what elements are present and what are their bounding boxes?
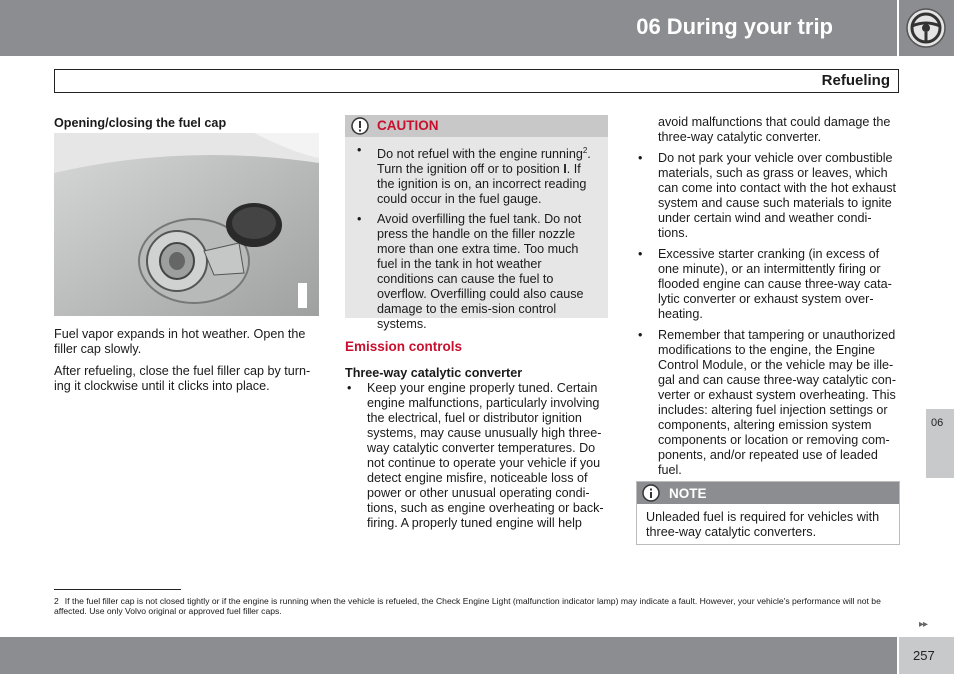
chapter-tab[interactable] bbox=[926, 409, 954, 478]
next-page-arrows-icon: ▸▸ bbox=[919, 619, 928, 630]
converter-list bbox=[345, 381, 610, 531]
refuel-paragraph: After refueling, close the fuel filler cap by turn-ing it clockwise until it clicks into place. bbox=[54, 364, 311, 393]
footnote-text: If the fuel filler cap is not closed tightly or if the engine is running when the vehicle is refueled, the Check Engine Light (malfunction indicator lamp) may indicate a fault. However, your vehicle's performance will not be affected. Use only Volvo original or approved fuel filler caps. bbox=[54, 596, 881, 616]
fuel-cap-photo bbox=[54, 133, 319, 316]
page-number: 257 bbox=[913, 648, 935, 663]
right-column bbox=[636, 115, 900, 483]
steering-wheel-icon bbox=[899, 0, 954, 56]
footnote-rule bbox=[54, 589, 181, 590]
section-header bbox=[54, 69, 899, 93]
right-item-3: • Remember that tampering or unauthorized modifications to the engine, the Engine Control Module, or the vehicle may be ille-gal and can cause three-way catalytic con-verter or exhaust system overheating. This includes: altering fuel injection settings or components, altering emission system components or location or removing com-ponents, and/or repeated use of leaded fuel. bbox=[636, 328, 900, 478]
page-number-box bbox=[899, 637, 954, 674]
fuel-cap-heading: Opening/closing the fuel cap bbox=[54, 116, 227, 130]
chapter-tab-label: 06 bbox=[931, 417, 944, 429]
right-item-1: • Do not park your vehicle over combustible materials, such as grass or leaves, which can come into contact with the hot exhaust system and cause such materials to ignite under certain wind and weather condi-tions. bbox=[636, 151, 900, 241]
right-item-2: • Excessive starter cranking (in excess of one minute), or an intermittently firing or flooded engine can cause three-way cata-lytic converter or exhaust system over-heating. bbox=[636, 247, 900, 322]
caution-header bbox=[345, 115, 608, 137]
emission-heading: Emission controls bbox=[345, 339, 463, 354]
chapter-title: 06 During your trip bbox=[636, 14, 833, 39]
header-bar bbox=[0, 0, 897, 56]
caution-item-2: • Avoid overfilling the fuel tank. Do not press the handle on the filler nozzle more than one extra time. Too much fuel in the tank in hot weather conditions can cause the fuel to overflow. Overfilling could also cause damage to the emis-sion control systems. bbox=[355, 212, 601, 332]
footnote-number: 2 bbox=[54, 596, 59, 606]
left-text bbox=[54, 327, 320, 394]
caution-label: CAUTION bbox=[377, 118, 439, 133]
caution-item-1: • Do not refuel with the engine running$^2$. Turn the ignition off or to position I. If the ignition is on, an incorrect reading could occur in the fuel gauge. bbox=[355, 143, 601, 207]
note-label: NOTE bbox=[669, 486, 707, 501]
note-box bbox=[636, 481, 900, 545]
info-icon bbox=[641, 484, 661, 502]
continued-paragraph: avoid malfunctions that could damage the three-way catalytic converter. bbox=[658, 115, 891, 144]
section-title: Refueling bbox=[821, 72, 890, 89]
chapter-icon-box bbox=[899, 0, 954, 56]
footnote bbox=[54, 596, 894, 616]
exclamation-icon bbox=[350, 117, 370, 135]
footer-bar bbox=[0, 637, 897, 674]
converter-item-1: • Keep your engine properly tuned. Certain engine malfunctions, particularly involving the electrical, fuel or distributor ignition systems, may cause unusually high three-way catalytic converter temperatures. Do not continue to operate your vehicle if you detect engine misfire, noticeable loss of power or other unusual operating condi-tions, such as engine overheating or back-firing. A properly tuned engine will help bbox=[345, 381, 610, 531]
right-list bbox=[636, 151, 900, 478]
middle-column bbox=[345, 339, 610, 536]
fuel-cap-illustration bbox=[54, 133, 319, 316]
caution-box bbox=[345, 115, 608, 332]
converter-heading: Three-way catalytic converter bbox=[345, 366, 523, 380]
left-column bbox=[54, 116, 320, 131]
note-header bbox=[637, 482, 899, 504]
note-text: Unleaded fuel is required for vehicles with three-way catalytic converters. bbox=[646, 510, 880, 539]
vapor-paragraph: Fuel vapor expands in hot weather. Open the filler cap slowly. bbox=[54, 327, 306, 356]
caution-list bbox=[355, 143, 601, 337]
